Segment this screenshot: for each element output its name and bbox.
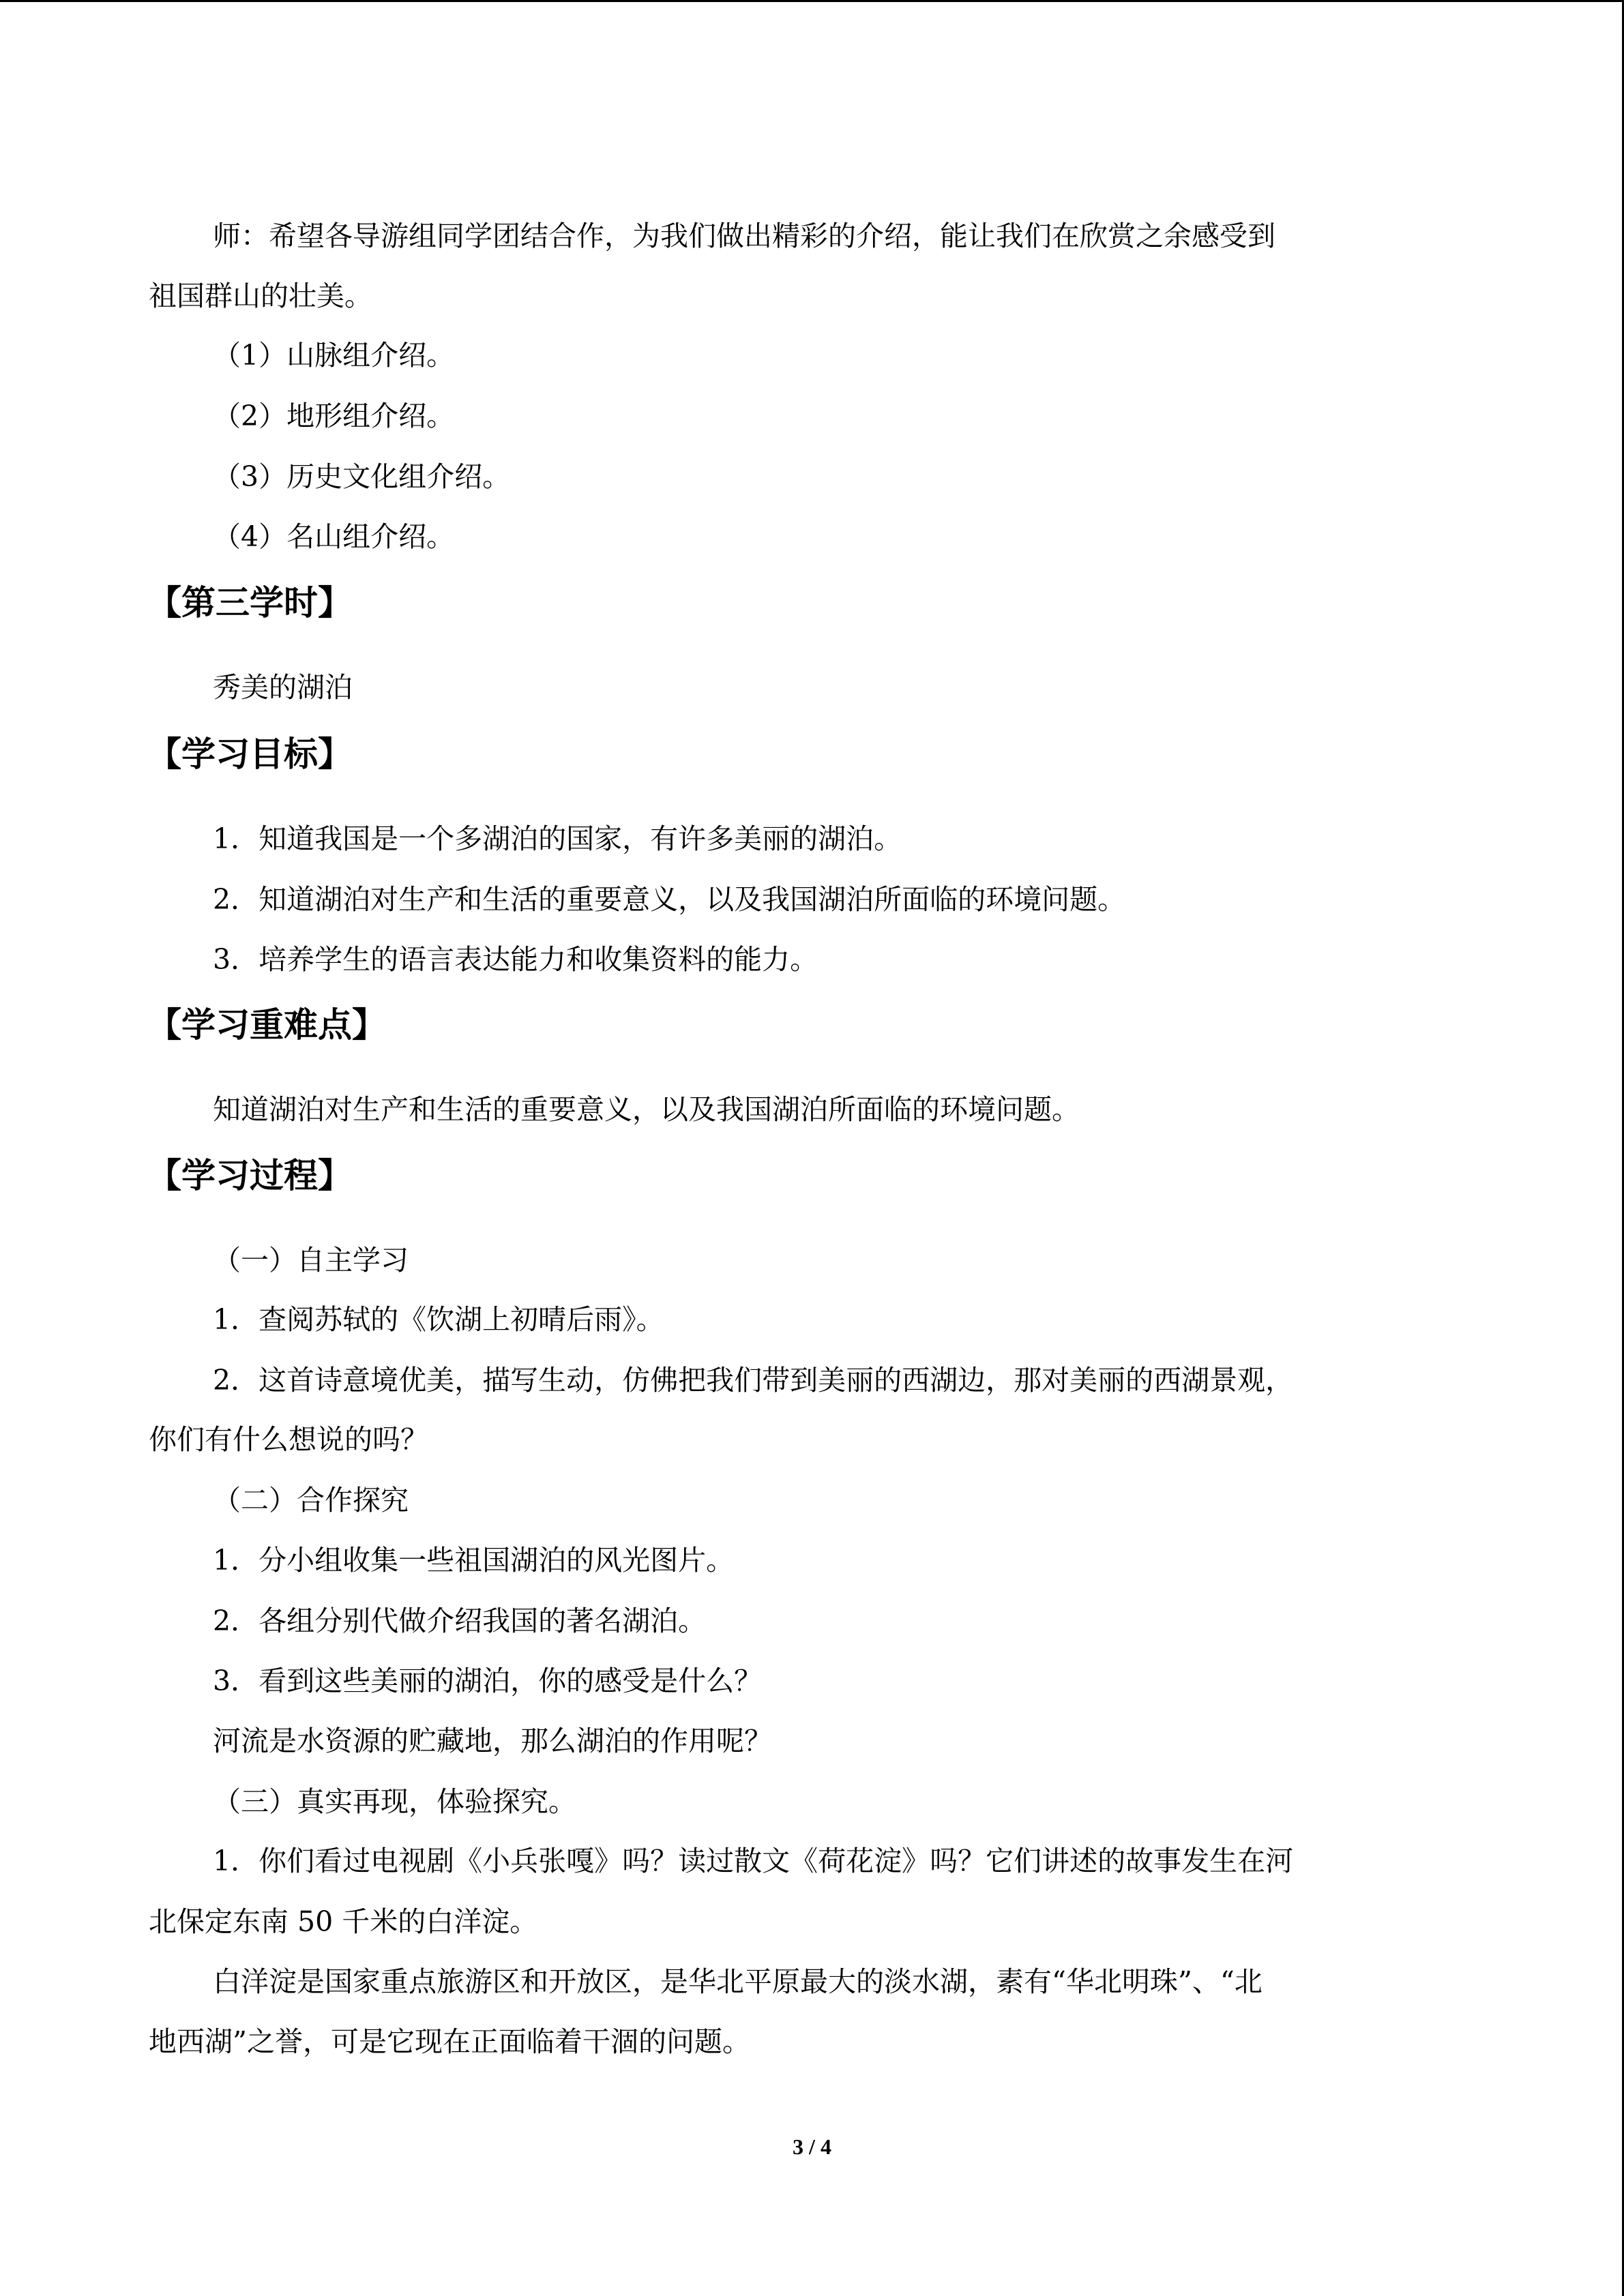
process-part1-item2-line2: 你们有什么想说的吗？ <box>149 1423 428 1456</box>
heading-process: 【学习过程】 <box>147 1156 352 1195</box>
process-part1-title: （一）自主学习 <box>213 1244 409 1277</box>
list-item: （2）地形组介绍。 <box>213 400 455 432</box>
intro-line-2: 祖国群山的壮美。 <box>149 280 372 312</box>
process-part2-item: 1．分小组收集一些祖国湖泊的风光图片。 <box>213 1544 735 1577</box>
list-item: （1）山脉组介绍。 <box>213 339 455 372</box>
process-part3-title: （三）真实再现，体验探究。 <box>213 1785 576 1818</box>
list-item: （4）名山组介绍。 <box>213 520 455 553</box>
process-part2-title: （二）合作探究 <box>213 1484 409 1517</box>
heading-key-points: 【学习重难点】 <box>147 1005 386 1045</box>
process-part3-item1-line1: 1．你们看过电视剧《小兵张嘎》吗？读过散文《荷花淀》吗？它们讲述的故事发生在河 <box>213 1845 1294 1877</box>
process-part2-item: 2．各组分别代做介绍我国的著名湖泊。 <box>213 1605 707 1637</box>
key-point: 知道湖泊对生产和生活的重要意义，以及我国湖泊所面临的环境问题。 <box>213 1093 1080 1126</box>
process-part3-item1-line2: 北保定东南 50 千米的白洋淀。 <box>149 1905 538 1938</box>
goal-item: 1．知道我国是一个多湖泊的国家，有许多美丽的湖泊。 <box>213 822 902 855</box>
process-part1-item: 1．查阅苏轼的《饮湖上初晴后雨》。 <box>213 1303 664 1336</box>
page-border-top <box>0 0 1624 2</box>
goal-item: 3．培养学生的语言表达能力和收集资料的能力。 <box>213 943 818 976</box>
heading-period: 【第三学时】 <box>147 583 352 623</box>
process-part3-para-line2: 地西湖”之誉，可是它现在正面临着干涸的问题。 <box>149 2025 750 2058</box>
list-item: （3）历史文化组介绍。 <box>213 460 511 493</box>
process-part1-item2-line1: 2．这首诗意境优美，描写生动，仿佛把我们带到美丽的西湖边，那对美丽的西湖景观， <box>213 1364 1294 1397</box>
heading-goals: 【学习目标】 <box>147 734 352 774</box>
process-part3-para-line1: 白洋淀是国家重点旅游区和开放区，是华北平原最大的淡水湖，素有“华北明珠”、“北 <box>213 1965 1263 1998</box>
page-number: 3 / 4 <box>793 2134 831 2159</box>
goal-item: 2．知道湖泊对生产和生活的重要意义，以及我国湖泊所面临的环境问题。 <box>213 883 1126 916</box>
process-part2-item: 3．看到这些美丽的湖泊，你的感受是什么？ <box>213 1665 763 1697</box>
intro-line-1: 师：希望各导游组同学团结合作，为我们做出精彩的介绍，能让我们在欣赏之余感受到 <box>213 220 1275 252</box>
process-part2-note: 河流是水资源的贮藏地，那么湖泊的作用呢？ <box>213 1725 772 1757</box>
topic: 秀美的湖泊 <box>213 671 353 704</box>
